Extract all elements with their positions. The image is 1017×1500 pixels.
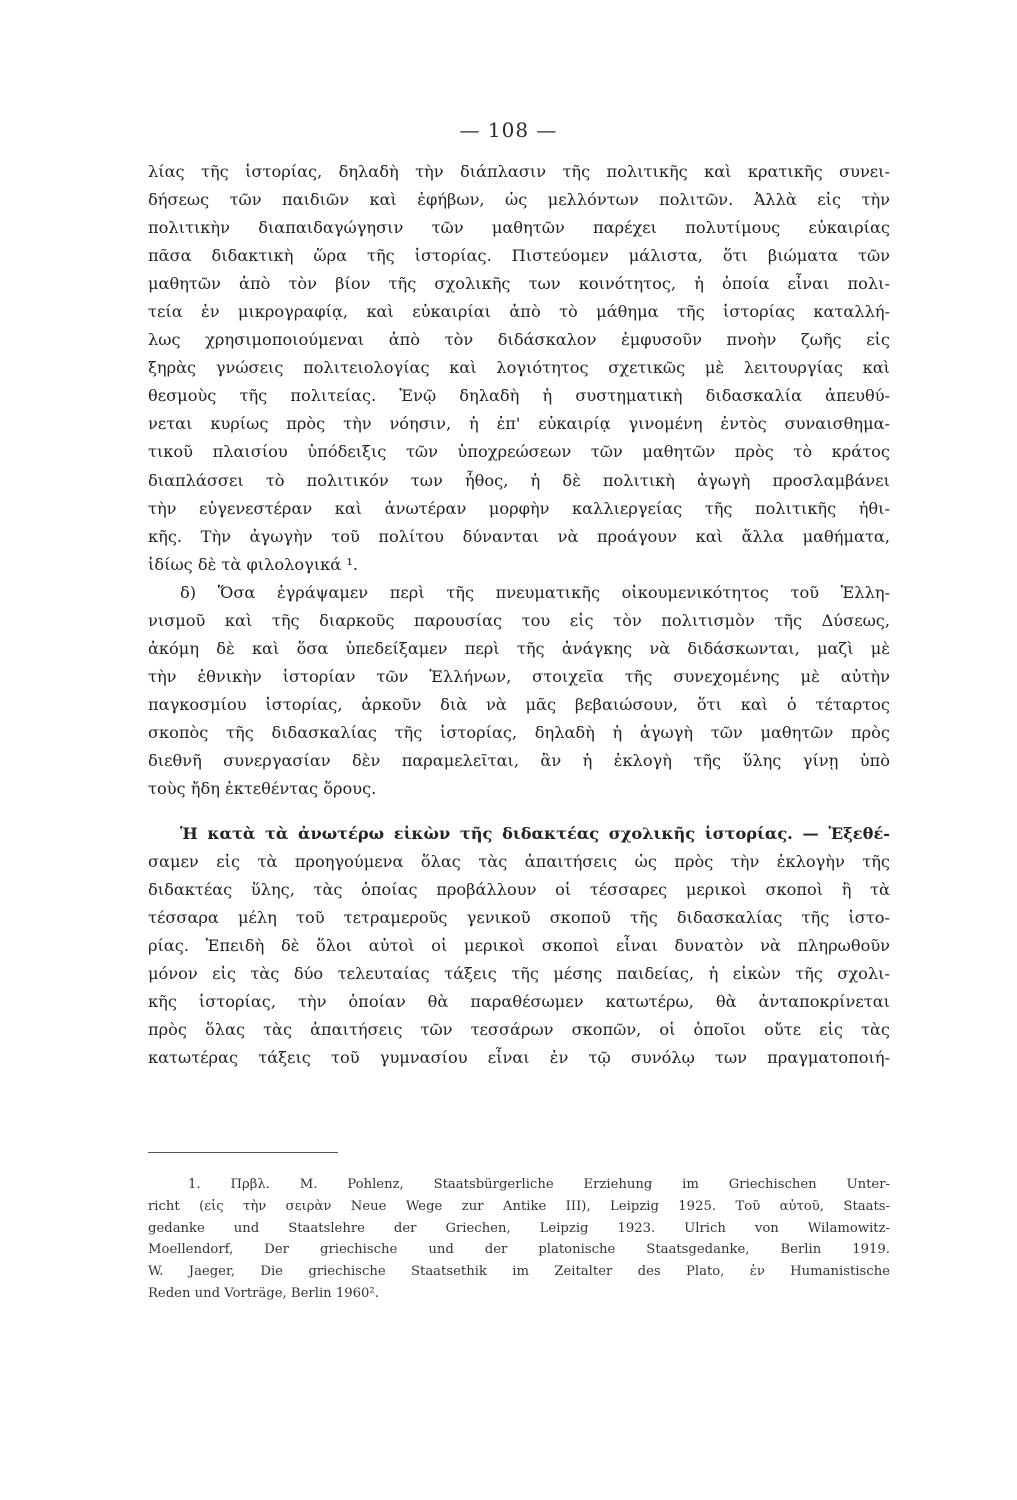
text-line: λως χρησιμοποιούμεναι ἀπὸ τὸν διδάσκαλον ἐμφυσοῦν πνοὴν ζωῆς εἰς xyxy=(148,330,890,350)
text-line: θεσμοὺς τῆς πολιτείας. Ἐνῷ δηλαδὴ ἡ συστηματικὴ διδασκαλία ἀπευθύ- xyxy=(148,386,890,406)
paragraph-spacer xyxy=(148,803,890,820)
text-line: παγκοσμίου ἱστορίας, ἀρκοῦν διὰ νὰ μᾶς βεβαιώσουν, ὅτι καὶ ὁ τέταρτος xyxy=(148,694,890,714)
text-line: ρίας. Ἐπειδὴ δὲ ὅλοι αὐτοὶ οἱ μερικοὶ σκοποὶ εἶναι δυνατὸν νὰ πληρωθοῦν xyxy=(148,936,890,956)
text-line: τέσσαρα μέλη τοῦ τετραμεροῦς γενικοῦ σκοποῦ τῆς διδασκαλίας τῆς ἱστο- xyxy=(148,908,890,928)
text-line: κατωτέρας τάξεις τοῦ γυμνασίου εἶναι ἐν τῷ συνόλῳ των πραγματοποιή- xyxy=(148,1048,890,1068)
text-line: διαπλάσσει τὸ πολιτικόν των ἦθος, ἡ δὲ πολιτικὴ ἀγωγὴ προσλαμβάνει xyxy=(148,470,890,490)
footnote-line: Reden und Vorträge, Berlin 1960². xyxy=(148,1285,379,1301)
text-line: πολιτικὴν διαπαιδαγώγησιν τῶν μαθητῶν παρέχει πολυτίμους εὐκαιρίας xyxy=(148,218,890,238)
footnote xyxy=(148,1174,890,1305)
footnote-line: W. Jaeger, Die griechische Staatsethik im Zeitalter des Plato, ἐν Humanistische xyxy=(148,1264,890,1280)
text-line: διεθνῆ συνεργασίαν δὲν παραμελεῖται, ἂν ἡ ἐκλογὴ τῆς ὕλης γίνῃ ὑπὸ xyxy=(148,750,890,770)
text-line: μόνον εἰς τὰς δύο τελευταίας τάξεις τῆς μέσης παιδείας, ἡ εἰκὼν τῆς σχολι- xyxy=(148,964,890,984)
footnote-line: 1. Πρβλ. M. Pohlenz, Staatsbürgerliche Erziehung im Griechischen Unter- xyxy=(188,1177,890,1192)
paragraph-2 xyxy=(148,579,890,803)
text-line: σκοπὸς τῆς διδασκαλίας τῆς ἱστορίας, δηλαδὴ ἡ ἀγωγὴ τῶν μαθητῶν πρὸς xyxy=(148,722,890,742)
footnote-line: richt (εἰς τὴν σειρὰν Neue Wege zur Antike III), Leipzig 1925. Τοῦ αὐτοῦ, Staats- xyxy=(148,1198,890,1214)
footnote-divider xyxy=(148,1152,338,1153)
text-line: νισμοῦ καὶ τῆς διαρκοῦς παρουσίας του εἰς τὸν πολιτισμὸν τῆς Δύσεως, xyxy=(148,610,890,630)
text-line: τεία ἐν μικρογραφίᾳ, καὶ εὐκαιρίαι ἀπὸ τὸ μάθημα τῆς ἱστορίας καταλλή- xyxy=(148,302,890,322)
text-line: τοὺς ἤδη ἐκτεθέντας ὅρους. xyxy=(148,779,377,799)
text-line: κῆς. Τὴν ἀγωγὴν τοῦ πολίτου δύνανται νὰ προάγουν καὶ ἄλλα μαθήματα, xyxy=(148,526,890,546)
text-line: διδακτέας ὕλης, τὰς ὁποίας προβάλλουν οἱ τέσσαρες μερικοὶ σκοποὶ ἢ τὰ xyxy=(148,880,890,900)
paragraph-3 xyxy=(148,820,890,1072)
text-line: ἰδίως δὲ τὰ φιλολογικά ¹. xyxy=(148,554,359,574)
footnote-line: gedanke und Staatslehre der Griechen, Leipzig 1923. Ulrich von Wilamowitz- xyxy=(148,1220,890,1236)
footnote-line: Moellendorf, Der griechische und der platonische Staatsgedanke, Berlin 1919. xyxy=(148,1242,890,1258)
text-line: τικοῦ πλαισίου ὑπόδειξις τῶν ὑποχρεώσεων τῶν μαθητῶν πρὸς τὸ κράτος xyxy=(148,442,890,462)
text-line: τὴν εὐγενεστέραν καὶ ἀνωτέραν μορφὴν καλλιεργείας τῆς πολιτικῆς ἠθι- xyxy=(148,498,890,518)
page-number: — 108 — xyxy=(459,118,558,142)
text-line: τὴν ἐθνικὴν ἱστορίαν τῶν Ἑλλήνων, στοιχεῖα τῆς συνεχομένης μὲ αὐτὴν xyxy=(148,666,890,686)
text-line: μαθητῶν ἀπὸ τὸν βίον τῆς σχολικῆς των κοινότητος, ἡ ὁποία εἶναι πολι- xyxy=(148,274,890,294)
text-line: ξηρὰς γνώσεις πολιτειολογίας καὶ λογιότητος σχετικῶς μὲ λειτουργίας καὶ xyxy=(148,358,890,378)
text-line: νεται κυρίως πρὸς τὴν νόησιν, ἡ ἐπ' εὐκαιρίᾳ γινομένη ἐντὸς συναισθημα- xyxy=(148,414,890,434)
paragraph-1 xyxy=(148,158,890,579)
main-text xyxy=(148,158,890,1073)
text-line: σαμεν εἰς τὰ προηγούμενα ὅλας τὰς ἀπαιτήσεις ὡς πρὸς τὴν ἐκλογὴν τῆς xyxy=(148,852,890,872)
text-line: πᾶσα διδακτικὴ ὥρα τῆς ἱστορίας. Πιστεύομεν μάλιστα, ὅτι βιώματα τῶν xyxy=(148,246,890,266)
text-line: κῆς ἱστορίας, τὴν ὁποίαν θὰ παραθέσωμεν κατωτέρω, θὰ ἀνταποκρίνεται xyxy=(148,992,890,1012)
text-line: λίας τῆς ἱστορίας, δηλαδὴ τὴν διάπλασιν τῆς πολιτικῆς καὶ κρατικῆς συνει- xyxy=(148,162,890,181)
text-line: δ) Ὅσα ἐγράψαμεν περὶ τῆς πνευματικῆς οἰκουμενικότητος τοῦ Ἑλλη- xyxy=(180,582,890,602)
text-line: πρὸς ὅλας τὰς ἀπαιτήσεις τῶν τεσσάρων σκοπῶν, οἱ ὁποῖοι οὔτε εἰς τὰς xyxy=(148,1020,890,1040)
text-line: δήσεως τῶν παιδιῶν καὶ ἐφήβων, ὡς μελλόντων πολιτῶν. Ἀλλὰ εἰς τὴν xyxy=(148,190,890,210)
text-line: ἀκόμη δὲ καὶ ὅσα ὑπεδείξαμεν περὶ τῆς ἀνάγκης νὰ διδάσκωνται, μαζὶ μὲ xyxy=(148,638,890,658)
section-heading-line: Ἡ κατὰ τὰ ἀνωτέρω εἰκὼν τῆς διδακτέας σχολικῆς ἱστορίας. — Ἐξεθέ- xyxy=(180,824,890,844)
